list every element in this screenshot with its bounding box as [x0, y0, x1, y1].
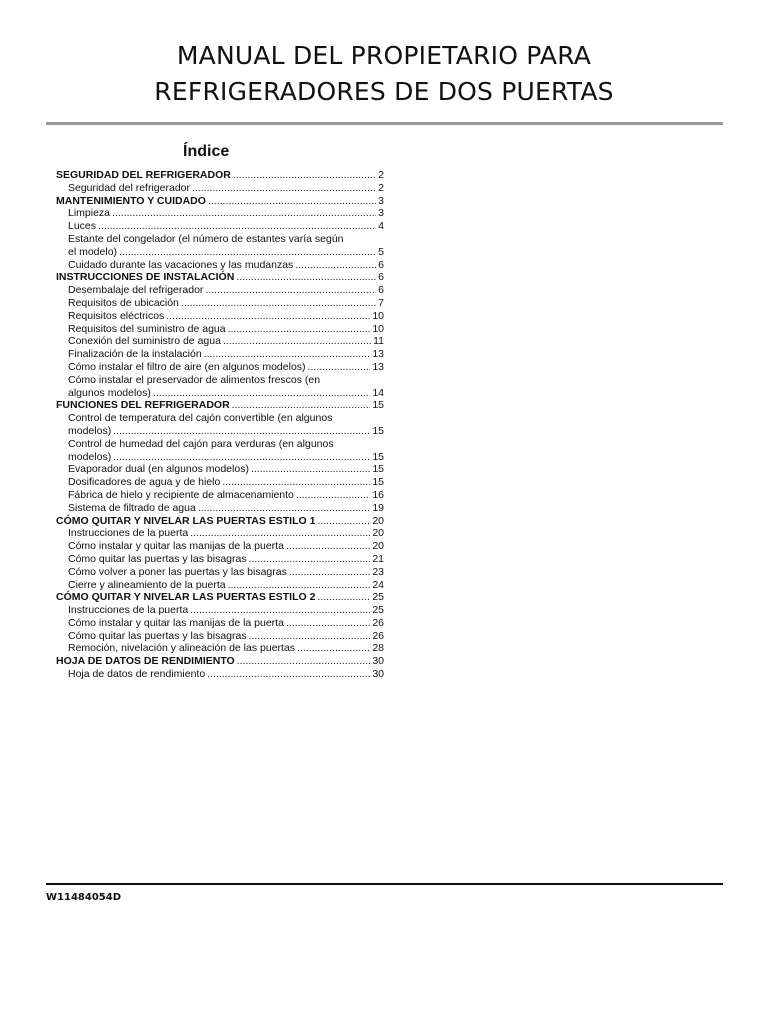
- toc-subsection-entry[interactable]: [56, 284, 384, 297]
- toc-subsection-entry[interactable]: [56, 246, 384, 259]
- toc-entry-label: Seguridad del refrigerador: [68, 181, 190, 194]
- toc-page-number: 2: [378, 181, 384, 194]
- toc-subsection-entry[interactable]: [56, 642, 384, 655]
- document-code: W11484054D: [46, 892, 121, 903]
- dot-leader: [228, 579, 371, 592]
- dot-leader: [113, 451, 370, 464]
- title-line-1: MANUAL DEL PROPIETARIO PARA: [176, 41, 592, 70]
- toc-page-number: 6: [378, 271, 384, 284]
- dot-leader: [153, 387, 370, 400]
- toc-entry-label: Cómo volver a poner las puertas y las bisagras: [68, 565, 287, 578]
- toc-entry-label: SEGURIDAD DEL REFRIGERADOR: [56, 169, 231, 181]
- toc-page-number: 28: [372, 642, 384, 655]
- toc-entry-label: Remoción, nivelación y alineación de las puertas: [68, 642, 296, 655]
- toc-page-number: 30: [372, 668, 384, 681]
- toc-entry-label: Conexión del suministro de agua: [68, 335, 221, 348]
- toc-page-number: 15: [372, 463, 384, 476]
- toc-page-number: 6: [378, 258, 384, 271]
- toc-page-number: 13: [372, 348, 384, 361]
- toc-entry-label: MANTENIMIENTO Y CUIDADO: [56, 194, 206, 207]
- toc-subsection-entry[interactable]: [56, 425, 384, 438]
- dot-leader: [295, 259, 376, 272]
- toc-entry-label: HOJA DE DATOS DE RENDIMIENTO: [56, 655, 235, 668]
- toc-page-number: 3: [378, 194, 384, 207]
- toc-entry-label: FUNCIONES DEL REFRIGERADOR: [56, 399, 230, 412]
- dot-leader: [308, 361, 371, 374]
- toc-page-number: 19: [372, 501, 384, 514]
- toc-subsection-entry[interactable]: [56, 259, 384, 272]
- toc-subsection-entry[interactable]: [56, 604, 384, 617]
- toc-page-number: 7: [378, 296, 384, 309]
- footer-divider: [46, 883, 723, 885]
- toc-page-number: 23: [372, 565, 384, 578]
- toc-entry-label: Requisitos del suministro de agua: [68, 322, 226, 335]
- dot-leader: [317, 591, 370, 604]
- dot-leader: [232, 399, 371, 412]
- toc-page-number: 16: [372, 488, 384, 501]
- toc-entry-label: Cuidado durante las vacaciones y las mudanzas: [68, 258, 294, 271]
- dot-leader: [317, 515, 370, 528]
- toc-entry-label: INSTRUCCIONES DE INSTALACIÓN: [56, 271, 235, 284]
- toc-page-number: 30: [372, 655, 384, 668]
- toc-section-entry[interactable]: [56, 399, 384, 412]
- toc-page-number: 24: [372, 578, 384, 591]
- toc-page-number: 6: [378, 284, 384, 297]
- toc-page-number: 20: [372, 527, 384, 540]
- dot-leader: [119, 246, 376, 259]
- dot-leader: [233, 169, 376, 182]
- dot-leader: [98, 220, 376, 233]
- toc-entry-label: Finalización de la instalación: [68, 348, 202, 361]
- toc-entry-label: Cómo quitar las puertas y las bisagras: [68, 552, 247, 565]
- toc-subsection-entry[interactable]: [56, 540, 384, 553]
- toc-entry-label: Limpieza: [68, 207, 111, 220]
- toc-entry-label: Sistema de filtrado de agua: [68, 501, 196, 514]
- toc-entry-label: Hoja de datos de rendimiento: [68, 668, 206, 681]
- toc-page-number: 5: [378, 245, 384, 258]
- toc-subsection-entry[interactable]: [56, 463, 384, 476]
- dot-leader: [208, 195, 376, 208]
- toc-subsection-entry[interactable]: [56, 335, 384, 348]
- toc-page-number: 4: [378, 220, 384, 233]
- dot-leader: [112, 207, 376, 220]
- toc-page-number: 11: [373, 335, 384, 348]
- toc-entry-first-line: Control de humedad del cajón para verduras (en algunos: [68, 437, 334, 450]
- toc-entry-label: Fábrica de hielo y recipiente de almacenamiento: [68, 488, 294, 501]
- dot-leader: [289, 566, 370, 579]
- toc-entry-first-line: Estante del congelador (el número de estantes varía según: [68, 232, 344, 245]
- title-line-2: REFRIGERADORES DE DOS PUERTAS: [154, 77, 614, 106]
- toc-page-number: 26: [372, 629, 384, 642]
- toc-subsection-entry[interactable]: [56, 207, 384, 220]
- toc-page-number: 10: [372, 309, 384, 322]
- toc-page-number: 25: [372, 591, 384, 604]
- toc-section-entry[interactable]: [56, 515, 384, 528]
- toc-entry-label: Cómo instalar y quitar las manijas de la puerta: [68, 616, 284, 629]
- toc-entry-label: el modelo): [68, 245, 118, 258]
- toc-entry-label: Evaporador dual (en algunos modelos): [68, 463, 249, 476]
- toc-entry-label: algunos modelos): [68, 386, 151, 399]
- toc-page-number: 21: [372, 552, 384, 565]
- dot-leader: [249, 553, 371, 566]
- toc-entry-label: modelos): [68, 424, 112, 437]
- toc-subsection-entry[interactable]: [56, 182, 384, 195]
- dot-leader: [222, 476, 370, 489]
- toc-page-number: 15: [372, 450, 384, 463]
- toc-subsection-entry[interactable]: [56, 502, 384, 515]
- dot-leader: [192, 182, 376, 195]
- dot-leader: [223, 335, 371, 348]
- dot-leader: [297, 642, 370, 655]
- toc-subsection-entry[interactable]: [56, 579, 384, 592]
- toc-heading: Índice: [183, 143, 230, 160]
- toc-entry-label: Instrucciones de la puerta: [68, 527, 189, 540]
- toc-subsection-entry[interactable]: [56, 387, 384, 400]
- dot-leader: [190, 604, 370, 617]
- toc-page-number: 15: [372, 399, 384, 412]
- toc-entry-label: Luces: [68, 220, 97, 233]
- toc-subsection-entry[interactable]: [56, 310, 384, 323]
- toc-page-number: 26: [372, 616, 384, 629]
- toc-subsection-entry[interactable]: [56, 348, 384, 361]
- toc-subsection-entry[interactable]: [56, 566, 384, 579]
- dot-leader: [198, 502, 370, 515]
- toc-page-number: 25: [372, 604, 384, 617]
- toc-entry-label: Desembalaje del refrigerador: [68, 284, 204, 297]
- dot-leader: [228, 323, 371, 336]
- toc-subsection-entry[interactable]: [56, 361, 384, 374]
- toc-entry-label: Dosificadores de agua y de hielo: [68, 476, 221, 489]
- toc-section-entry[interactable]: [56, 655, 384, 668]
- toc-entry-label: Requisitos de ubicación: [68, 296, 179, 309]
- toc-entry-label: Cómo instalar el filtro de aire (en algunos modelos): [68, 360, 306, 373]
- toc-entry-label: Cómo instalar y quitar las manijas de la puerta: [68, 540, 284, 553]
- toc-entry-label: Instrucciones de la puerta: [68, 604, 189, 617]
- dot-leader: [113, 425, 370, 438]
- toc-entry-first-line: Cómo instalar el preservador de alimentos frescos (en: [68, 373, 321, 386]
- toc-subsection-entry[interactable]: [56, 630, 384, 643]
- toc-section-entry[interactable]: [56, 271, 384, 284]
- dot-leader: [249, 630, 371, 643]
- toc-entry-label: Cómo quitar las puertas y las bisagras: [68, 629, 247, 642]
- toc-page-number: 13: [372, 360, 384, 373]
- dot-leader: [286, 617, 370, 630]
- toc-page-number: 3: [378, 207, 384, 220]
- toc-section-entry[interactable]: [56, 169, 384, 182]
- toc-subsection-entry[interactable]: [56, 451, 384, 464]
- dot-leader: [237, 655, 371, 668]
- dot-leader: [207, 668, 370, 681]
- toc-page-number: 20: [372, 514, 384, 527]
- dot-leader: [190, 527, 370, 540]
- toc-subsection-entry[interactable]: [56, 617, 384, 630]
- toc-page-number: 15: [372, 424, 384, 437]
- toc-subsection-entry[interactable]: [56, 297, 384, 310]
- toc-page-number: 14: [372, 386, 384, 399]
- toc-subsection-entry[interactable]: [56, 668, 384, 681]
- toc-subsection-entry[interactable]: [56, 553, 384, 566]
- toc-subsection-entry[interactable]: [56, 476, 384, 489]
- toc-subsection-entry[interactable]: [56, 527, 384, 540]
- toc-page-number: 20: [372, 540, 384, 553]
- toc-section-entry[interactable]: [56, 591, 384, 604]
- dot-leader: [296, 489, 370, 502]
- toc-subsection-entry[interactable]: [56, 323, 384, 336]
- toc-page-number: 10: [372, 322, 384, 335]
- toc-entry-label: modelos): [68, 450, 112, 463]
- toc-entry-label: CÓMO QUITAR Y NIVELAR LAS PUERTAS ESTILO 2: [56, 591, 316, 604]
- dot-leader: [204, 348, 371, 361]
- toc-subsection-entry[interactable]: [56, 220, 384, 233]
- table-of-contents: [56, 169, 384, 681]
- title-divider: [46, 122, 723, 125]
- toc-entry-label: CÓMO QUITAR Y NIVELAR LAS PUERTAS ESTILO 1: [56, 514, 316, 527]
- toc-entry-first-line: Control de temperatura del cajón convertible (en algunos: [68, 412, 333, 425]
- dot-leader: [166, 310, 370, 323]
- dot-leader: [286, 540, 370, 553]
- toc-page-number: 15: [372, 476, 384, 489]
- dot-leader: [205, 284, 376, 297]
- toc-entry-label: Cierre y alineamiento de la puerta: [68, 578, 226, 591]
- toc-page-number: 2: [378, 169, 384, 181]
- dot-leader: [251, 463, 370, 476]
- toc-section-entry[interactable]: [56, 195, 384, 208]
- toc-entry-label: Requisitos eléctricos: [68, 309, 165, 322]
- toc-subsection-entry[interactable]: [56, 489, 384, 502]
- document-title: [0, 38, 768, 110]
- dot-leader: [236, 271, 376, 284]
- dot-leader: [181, 297, 376, 310]
